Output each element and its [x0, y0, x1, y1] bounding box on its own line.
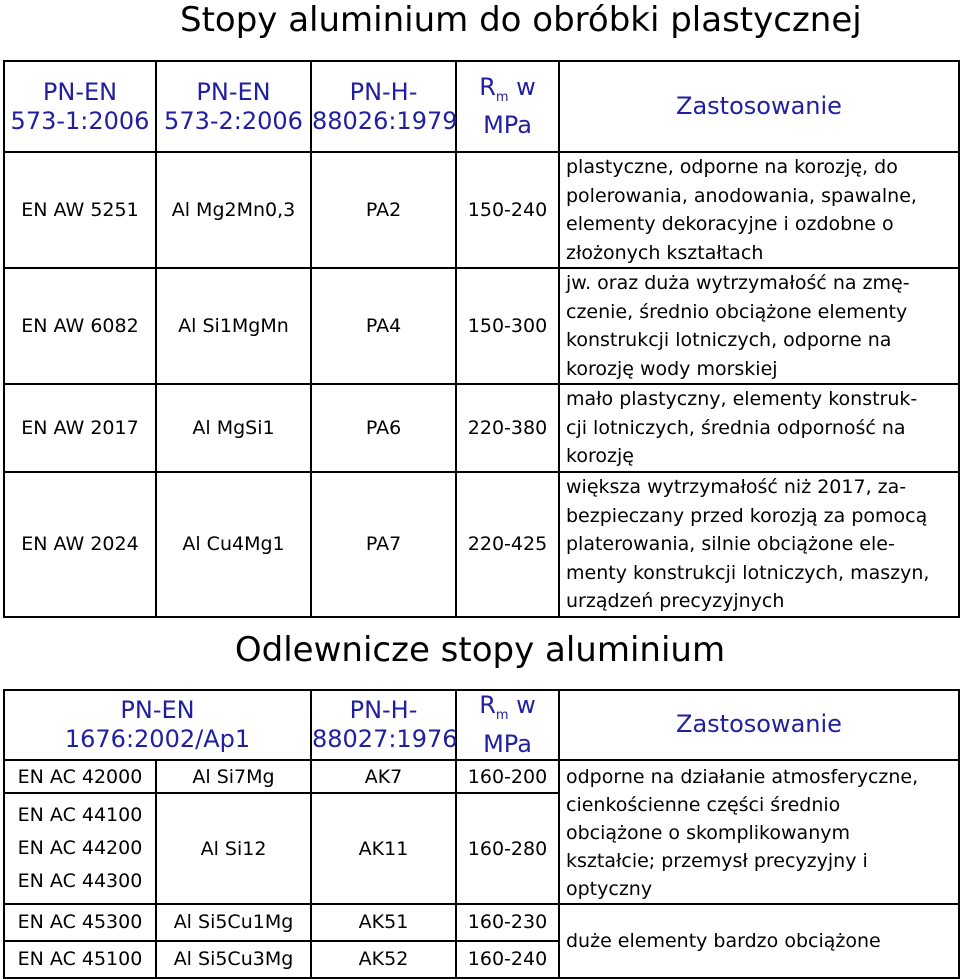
- cell-designation: EN AW 5251: [4, 152, 156, 268]
- cell-composition: Al Si5Cu1Mg: [156, 904, 311, 941]
- table-row: [4, 152, 959, 268]
- cell-pn-h: AK11: [311, 793, 456, 903]
- table-row: [4, 268, 959, 384]
- header-pn-h-88027: PN-H- 88027:1976: [311, 690, 456, 760]
- cell-designation: EN AW 2017: [4, 384, 156, 472]
- cell-designation: EN AW 6082: [4, 268, 156, 384]
- cell-pn-h: AK51: [311, 904, 456, 941]
- cell-rm: 160-280: [456, 793, 559, 903]
- cell-pn-h: PA2: [311, 152, 456, 268]
- cell-designation: EN AC 45300: [4, 904, 156, 941]
- cell-composition: Al Mg2Mn0,3: [156, 152, 311, 268]
- cell-application: mało plastyczny, elementy konstruk- cji lotniczych, średnia odporność na korozję: [559, 384, 959, 472]
- title-wrought-alloys: Stopy aluminium do obróbki plastycznej: [180, 0, 862, 40]
- table-row: [4, 384, 959, 472]
- cell-designation: EN AC 42000: [4, 760, 156, 794]
- header-pn-en-573-2: PN-EN 573-2:2006: [156, 61, 311, 152]
- cell-rm: 150-240: [456, 152, 559, 268]
- header-pn-h-88026: PN-H- 88026:1979: [311, 61, 456, 152]
- cell-composition: Al MgSi1: [156, 384, 311, 472]
- table-header-row: [4, 690, 959, 760]
- header-rm-mpa: $R_m$ w MPa: [456, 61, 559, 152]
- header-pn-en-1676: PN-EN 1676:2002/Ap1: [4, 690, 311, 760]
- cell-composition: Al Si5Cu3Mg: [156, 941, 311, 978]
- cell-application: plastyczne, odporne na korozję, do polerowania, anodowania, spawalne, elementy dekoracyjne i ozdobne o złożonych kształtach: [559, 152, 959, 268]
- cell-application: duże elementy bardzo obciążone: [559, 904, 959, 978]
- header-rm-mpa: $R_m$ w MPa: [456, 690, 559, 760]
- cell-application: jw. oraz duża wytrzymałość na zmę- czenie, średnio obciążone elementy konstrukcji lotniczych, odporne na korozję wody morskiej: [559, 268, 959, 384]
- table-row: [4, 472, 959, 617]
- casting-alloys-table: [3, 689, 960, 979]
- header-zastosowanie: Zastosowanie: [559, 61, 959, 152]
- cell-pn-h: AK52: [311, 941, 456, 978]
- table-row: [4, 904, 959, 941]
- cell-pn-h: AK7: [311, 760, 456, 794]
- cell-composition: Al Cu4Mg1: [156, 472, 311, 617]
- cell-rm: 160-200: [456, 760, 559, 794]
- cell-rm: 150-300: [456, 268, 559, 384]
- cell-composition: Al Si7Mg: [156, 760, 311, 794]
- cell-application: większa wytrzymałość niż 2017, za- bezpieczany przed korozją za pomocą platerowania, silnie obciążone ele- menty konstrukcji lotniczych, maszyn, urządzeń precyzyjnych: [559, 472, 959, 617]
- title-casting-alloys: Odlewnicze stopy aluminium: [234, 630, 726, 670]
- header-zastosowanie: Zastosowanie: [559, 690, 959, 760]
- cell-composition: Al Si1MgMn: [156, 268, 311, 384]
- cell-composition: Al Si12: [156, 793, 311, 903]
- table-row: [4, 760, 959, 794]
- cell-rm: 160-230: [456, 904, 559, 941]
- cell-rm: 160-240: [456, 941, 559, 978]
- cell-pn-h: PA7: [311, 472, 456, 617]
- cell-rm: 220-380: [456, 384, 559, 472]
- cell-designation-group: EN AC 44100 EN AC 44200 EN AC 44300: [4, 793, 156, 903]
- cell-rm: 220-425: [456, 472, 559, 617]
- cell-pn-h: PA4: [311, 268, 456, 384]
- cell-designation: EN AW 2024: [4, 472, 156, 617]
- header-pn-en-573-1: PN-EN 573-1:2006: [4, 61, 156, 152]
- cell-application: odporne na działanie atmosferyczne, cienkościenne części średnio obciążone o skomplikowanym kształcie; przemysł precyzyjny i optyczny: [559, 760, 959, 904]
- cell-pn-h: PA6: [311, 384, 456, 472]
- wrought-alloys-table: [3, 60, 960, 618]
- cell-designation: EN AC 45100: [4, 941, 156, 978]
- table-header-row: [4, 61, 959, 152]
